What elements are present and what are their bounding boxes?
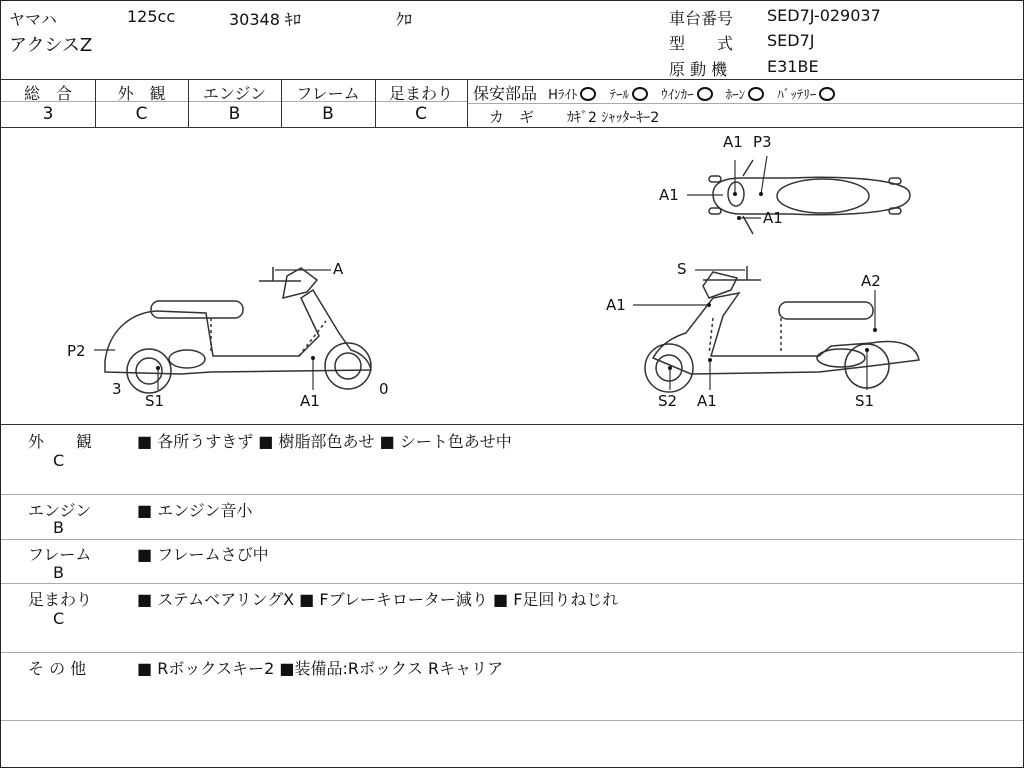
grade-value-exterior: C xyxy=(135,104,148,124)
section-text-frame: ■ フレームさび中 xyxy=(137,545,269,564)
ok-circle-icon xyxy=(748,87,764,101)
section-text-exterior: ■ 各所うすきず ■ 樹脂部色あせ ■ シート色あせ中 xyxy=(137,432,512,451)
divider xyxy=(1,583,1023,584)
diagram-label: 0 xyxy=(379,380,389,398)
ok-circle-icon xyxy=(697,87,713,101)
divider xyxy=(1,494,1023,495)
section-label-suspension: 足まわり xyxy=(28,590,93,609)
divider xyxy=(1,720,1023,721)
section-text-engine: ■ エンジン音小 xyxy=(137,501,253,520)
diagram-label: S xyxy=(677,260,687,278)
damage-diagram xyxy=(1,128,1023,424)
grade-value-frame: B xyxy=(322,104,334,124)
color: ｸﾛ xyxy=(396,10,413,29)
diagram-label: P2 xyxy=(67,342,86,360)
ok-circle-icon xyxy=(632,87,648,101)
grade-label-exterior: 外 観 xyxy=(117,84,166,103)
diagram-label: A2 xyxy=(861,272,881,290)
diagram-label: A1 xyxy=(763,209,783,227)
divider xyxy=(1,424,1023,425)
grade-label-suspension: 足まわり xyxy=(388,84,453,103)
diagram-label: 3 xyxy=(112,380,122,398)
key-label: カ ギ xyxy=(489,108,535,126)
mileage: 30348 ｷﾛ xyxy=(229,10,301,29)
ok-circle-icon xyxy=(580,87,596,101)
section-label-engine: エンジン xyxy=(28,501,92,520)
scooter-left-view xyxy=(105,267,371,393)
diagram-label: P3 xyxy=(753,133,772,151)
section-label-exterior: 外 観 xyxy=(28,432,93,451)
frame-no: SED7J-029037 xyxy=(767,6,881,25)
diagram-label: A1 xyxy=(659,186,679,204)
section-grade-exterior: C xyxy=(53,451,65,470)
safety-parts-row xyxy=(473,81,839,104)
ok-circle-icon xyxy=(819,87,835,101)
section-text-suspension: ■ ステムベアリングX ■ Fブレーキローター減り ■ F足回りねじれ xyxy=(137,590,619,609)
diagram-label: S2 xyxy=(658,392,678,410)
key-value: ｶｷﾞ2 ｼｬｯﾀｰｷｰ2 xyxy=(567,110,660,126)
safety-label: 保安部品 xyxy=(473,84,538,103)
section-text-other: ■ Rボックスキー2 ■装備品:Rボックス Rキャリア xyxy=(137,659,504,678)
engine-label: 原 動 機 xyxy=(669,60,728,79)
diagram-label: A1 xyxy=(606,296,626,314)
model-name: アクシスZ xyxy=(9,35,93,56)
section-grade-suspension: C xyxy=(53,609,65,628)
safety-item-horn: ﾎｰﾝ xyxy=(725,88,746,103)
engine-value: E31BE xyxy=(767,57,819,76)
grade-label-frame: フレーム xyxy=(296,84,360,103)
safety-item-winker: ｳｲﾝｶｰ xyxy=(661,88,694,103)
diagram-label: S1 xyxy=(145,392,165,410)
grade-label-engine: エンジン xyxy=(202,84,267,103)
diagram-label: A1 xyxy=(300,392,320,410)
divider xyxy=(1,652,1023,653)
grade-label-overall: 総 合 xyxy=(23,84,72,103)
type-value: SED7J xyxy=(767,31,815,50)
divider xyxy=(1,539,1023,540)
diagram-label: A1 xyxy=(697,392,717,410)
diagram-label: A1 xyxy=(723,133,743,151)
divider xyxy=(1,79,1023,80)
scooter-top-view xyxy=(709,160,910,234)
section-grade-engine: B xyxy=(53,518,64,537)
section-label-other: そ の 他 xyxy=(28,659,87,678)
section-grade-frame: B xyxy=(53,563,64,582)
safety-item-headlight: Hﾗｲﾄ xyxy=(548,88,578,103)
safety-item-battery: ﾊﾞｯﾃﾘｰ xyxy=(777,88,817,103)
diagram-label: S1 xyxy=(855,392,875,410)
grade-value-engine: B xyxy=(228,104,241,124)
grade-value-overall: 3 xyxy=(42,104,54,124)
grade-value-suspension: C xyxy=(415,104,427,124)
safety-item-tail: ﾃｰﾙ xyxy=(609,88,629,103)
section-label-frame: フレーム xyxy=(28,545,92,564)
diagram-label: A xyxy=(333,260,344,278)
displacement: 125cc xyxy=(127,7,176,26)
divider xyxy=(467,79,468,127)
type-label: 型 式 xyxy=(669,34,734,53)
maker: ヤマハ xyxy=(9,10,57,29)
frame-no-label: 車台番号 xyxy=(669,9,734,28)
